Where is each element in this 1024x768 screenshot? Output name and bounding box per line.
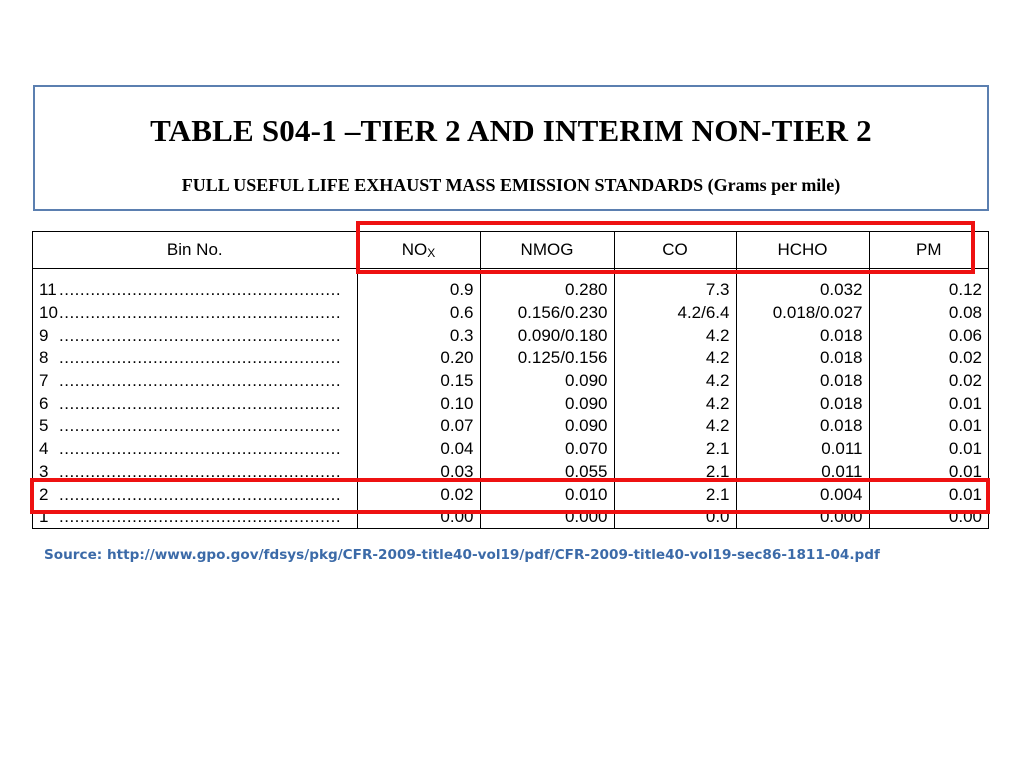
table-row (33, 461, 988, 484)
leader-dots: ...................................................... (59, 280, 342, 300)
bin-number: 1 (39, 507, 49, 527)
nmog-cell: 0.156/0.230 (480, 302, 614, 325)
header-co: CO (614, 232, 736, 269)
bin-number: 8 (39, 348, 49, 368)
header-nox (357, 232, 480, 269)
leader-dots: ...................................................... (59, 439, 342, 459)
table-subtitle: FULL USEFUL LIFE EXHAUST MASS EMISSION STANDARDS (Grams per mile) (181, 175, 841, 195)
bin-number: 10 (39, 303, 58, 323)
bin-number: 11 (39, 280, 57, 300)
co-cell: 4.2/6.4 (614, 302, 736, 325)
co-cell: 4.2 (614, 370, 736, 393)
bin-cell (33, 506, 357, 529)
hcho-cell: 0.004 (736, 483, 869, 506)
nmog-cell: 0.125/0.156 (480, 347, 614, 370)
nox-cell: 0.07 (357, 415, 480, 438)
table-row (33, 279, 988, 302)
nmog-cell: 0.280 (480, 279, 614, 302)
header-nox-subscript: X (427, 246, 436, 260)
nox-cell: 0.15 (357, 370, 480, 393)
nox-cell: 0.20 (357, 347, 480, 370)
nmog-cell: 0.070 (480, 438, 614, 461)
nmog-cell: 0.090 (480, 415, 614, 438)
pm-cell: 0.00 (948, 507, 982, 527)
bin-cell (33, 370, 357, 393)
bin-number: 4 (39, 439, 49, 459)
source-citation: Source: http://www.gpo.gov/fdsys/pkg/CFR-2009-title40-vol19/pdf/CFR-2009-title40-vol19-sec86-1811-04.pdf (44, 547, 880, 563)
hcho-cell: 0.018 (736, 370, 869, 393)
co-cell: 2.1 (614, 438, 736, 461)
co-cell: 4.2 (614, 347, 736, 370)
hcho-cell: 0.018 (736, 347, 869, 370)
spacer-row (33, 269, 988, 280)
table-body (33, 269, 988, 529)
table-row (33, 415, 988, 438)
bin-cell (33, 483, 357, 506)
bin-cell (33, 438, 357, 461)
bin-number: 3 (39, 461, 49, 481)
nmog-cell: 0.000 (480, 506, 614, 529)
title-box (33, 85, 989, 211)
table-row (33, 506, 988, 529)
nox-cell: 0.04 (357, 438, 480, 461)
co-cell: 4.2 (614, 392, 736, 415)
bin-cell (33, 392, 357, 415)
co-cell: 2.1 (614, 483, 736, 506)
bin-cell (33, 461, 357, 484)
leader-dots: ...................................................... (59, 371, 342, 391)
nox-cell: 0.6 (357, 302, 480, 325)
co-cell: 4.2 (614, 324, 736, 347)
table-row (33, 370, 988, 393)
header-pm: PM (869, 232, 988, 269)
pm-cell: 0.01 (948, 439, 982, 459)
bin-number: 9 (39, 325, 49, 345)
co-cell: 7.3 (614, 279, 736, 302)
nox-cell: 0.3 (357, 324, 480, 347)
hcho-cell: 0.018 (736, 392, 869, 415)
leader-dots: ...................................................... (59, 325, 342, 345)
hcho-cell: 0.032 (736, 279, 869, 302)
table-row (33, 302, 988, 325)
co-cell: 4.2 (614, 415, 736, 438)
nmog-cell: 0.055 (480, 461, 614, 484)
pm-cell: 0.01 (948, 484, 982, 504)
nmog-cell: 0.090 (480, 392, 614, 415)
bin-cell (33, 347, 357, 370)
nox-cell: 0.02 (357, 483, 480, 506)
table-row (33, 483, 988, 506)
hcho-cell: 0.018 (736, 415, 869, 438)
emission-standards-table-container (32, 231, 989, 529)
bin-cell (33, 302, 357, 325)
table-row (33, 324, 988, 347)
bin-number: 5 (39, 416, 49, 436)
leader-dots: ...................................................... (59, 348, 342, 368)
bin-number: 7 (39, 371, 49, 391)
table-row (33, 392, 988, 415)
header-nmog: NMOG (480, 232, 614, 269)
nmog-cell: 0.010 (480, 483, 614, 506)
emission-standards-table (33, 232, 988, 529)
pm-cell: 0.02 (948, 371, 982, 391)
pm-cell: 0.02 (948, 348, 982, 368)
pm-cell: 0.01 (948, 461, 982, 481)
hcho-cell: 0.018 (736, 324, 869, 347)
bin-cell (33, 279, 357, 302)
nmog-cell: 0.090/0.180 (480, 324, 614, 347)
pm-cell: 0.12 (948, 280, 982, 300)
leader-dots: ...................................................... (59, 416, 342, 436)
pm-cell: 0.08 (948, 303, 982, 323)
table-row (33, 438, 988, 461)
bin-number: 2 (39, 484, 49, 504)
header-nox-main: NO (401, 240, 428, 259)
leader-dots: ...................................................... (59, 507, 342, 527)
pm-cell: 0.01 (948, 416, 982, 436)
nmog-cell: 0.090 (480, 370, 614, 393)
bin-cell (33, 324, 357, 347)
leader-dots: ...................................................... (59, 484, 342, 504)
nox-cell: 0.9 (357, 279, 480, 302)
header-hcho: HCHO (736, 232, 869, 269)
header-row (33, 232, 988, 269)
nox-cell: 0.03 (357, 461, 480, 484)
table-row (33, 347, 988, 370)
leader-dots: ...................................................... (59, 303, 342, 323)
hcho-cell: 0.011 (736, 461, 869, 484)
co-cell: 2.1 (614, 461, 736, 484)
co-cell: 0.0 (614, 506, 736, 529)
hcho-cell: 0.000 (736, 506, 869, 529)
leader-dots: ...................................................... (59, 393, 342, 413)
bin-number: 6 (39, 393, 49, 413)
table-title: TABLE S04-1 –TIER 2 AND INTERIM NON-TIER 2 (150, 113, 872, 148)
header-bin-no: Bin No. (33, 232, 357, 269)
hcho-cell: 0.018/0.027 (736, 302, 869, 325)
bin-cell (33, 415, 357, 438)
hcho-cell: 0.011 (736, 438, 869, 461)
pm-cell: 0.06 (948, 325, 982, 345)
leader-dots: ...................................................... (59, 461, 342, 481)
pm-cell: 0.01 (948, 393, 982, 413)
nox-cell: 0.00 (357, 506, 480, 529)
nox-cell: 0.10 (357, 392, 480, 415)
